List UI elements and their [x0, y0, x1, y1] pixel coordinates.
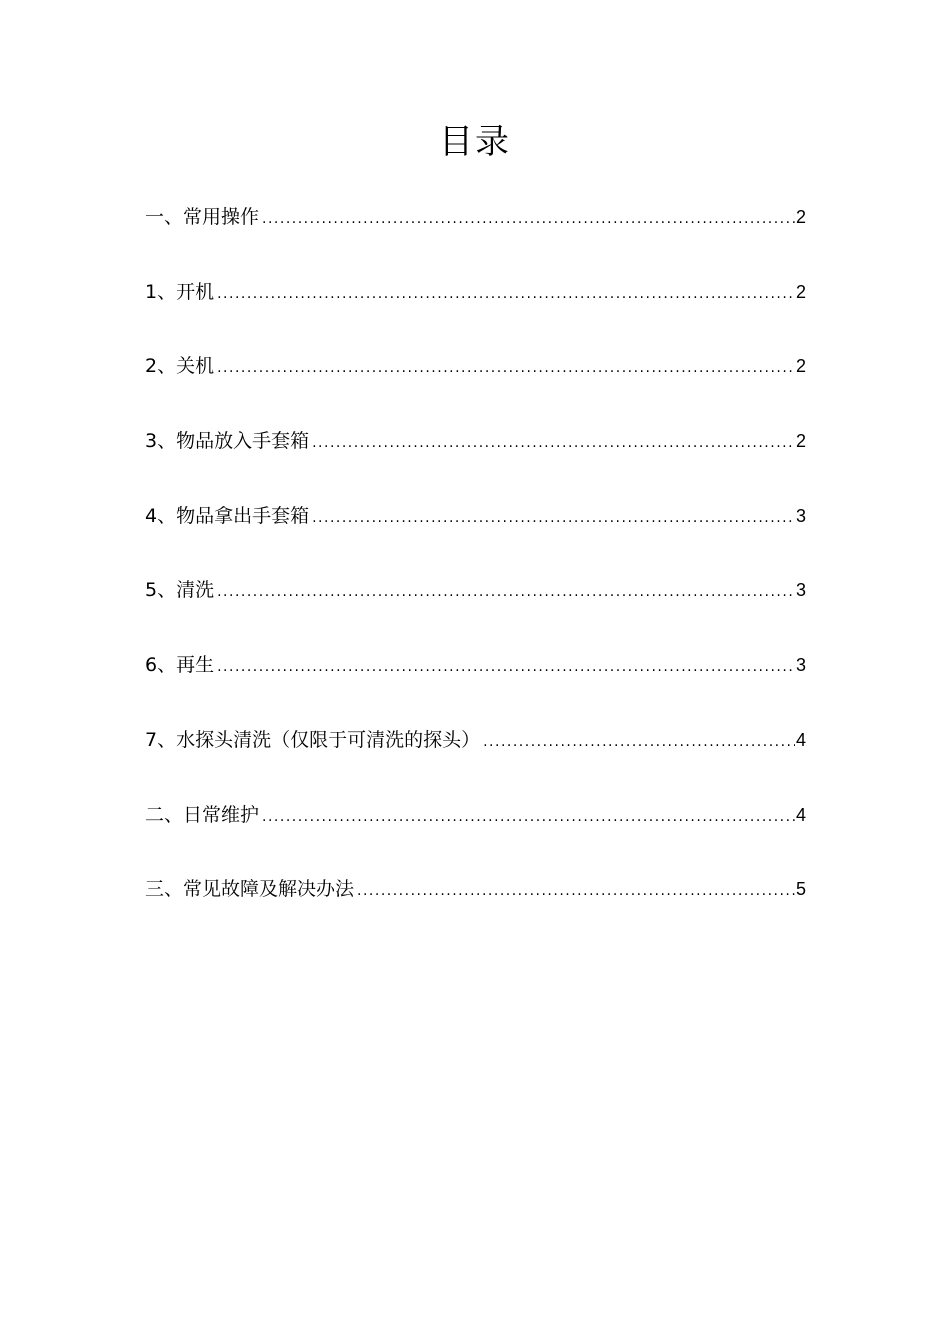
toc-page-number: 2	[795, 431, 806, 452]
toc-page-number: 3	[795, 505, 806, 526]
toc-entry-daily-maintenance[interactable]	[145, 795, 806, 870]
toc-page-number: 5	[795, 879, 806, 900]
toc-dot-leader	[217, 274, 795, 314]
toc-page-number: 2	[795, 281, 806, 302]
toc-entry-cleaning[interactable]	[145, 570, 806, 645]
toc-entry-label: 7、水探头清洗（仅限于可清洗的探头）	[145, 728, 481, 751]
toc-dot-leader	[217, 348, 795, 388]
toc-dot-leader	[217, 647, 795, 687]
toc-dot-leader	[483, 722, 795, 762]
toc-dot-leader	[312, 423, 795, 463]
table-of-contents	[145, 197, 806, 944]
toc-entry-items-into-glovebox[interactable]	[145, 421, 806, 496]
toc-page-number: 2	[795, 356, 806, 377]
toc-page-number: 3	[795, 580, 806, 601]
toc-dot-leader	[262, 797, 795, 837]
toc-entry-power-off[interactable]	[145, 346, 806, 421]
toc-dot-leader	[262, 199, 795, 239]
toc-page-number: 4	[795, 729, 806, 750]
toc-entry-power-on[interactable]	[145, 272, 806, 347]
toc-entry-label: 5、清洗	[145, 579, 215, 602]
toc-dot-leader	[312, 498, 795, 538]
toc-entry-label: 1、开机	[145, 280, 215, 303]
toc-dot-leader	[217, 572, 795, 612]
toc-entry-regeneration[interactable]	[145, 645, 806, 720]
toc-page-number: 4	[795, 804, 806, 825]
toc-page-number: 3	[795, 655, 806, 676]
page-title: 目录	[439, 122, 511, 162]
toc-entry-items-out-of-glovebox[interactable]	[145, 496, 806, 571]
toc-entry-label: 3、物品放入手套箱	[145, 430, 310, 453]
toc-entry-label: 4、物品拿出手套箱	[145, 504, 310, 527]
toc-page-number: 2	[795, 207, 806, 227]
toc-entry-label: 二、日常维护	[145, 803, 260, 826]
toc-entry-troubleshooting[interactable]	[145, 869, 806, 944]
toc-entry-label: 三、常见故障及解决办法	[145, 878, 355, 901]
toc-entry-water-probe-cleaning[interactable]	[145, 720, 806, 795]
toc-dot-leader	[357, 871, 795, 911]
toc-entry-label: 一、常用操作	[145, 206, 260, 228]
toc-entry-label: 2、关机	[145, 355, 215, 378]
toc-entry-label: 6、再生	[145, 654, 215, 677]
toc-entry-common-operations[interactable]	[145, 197, 806, 272]
